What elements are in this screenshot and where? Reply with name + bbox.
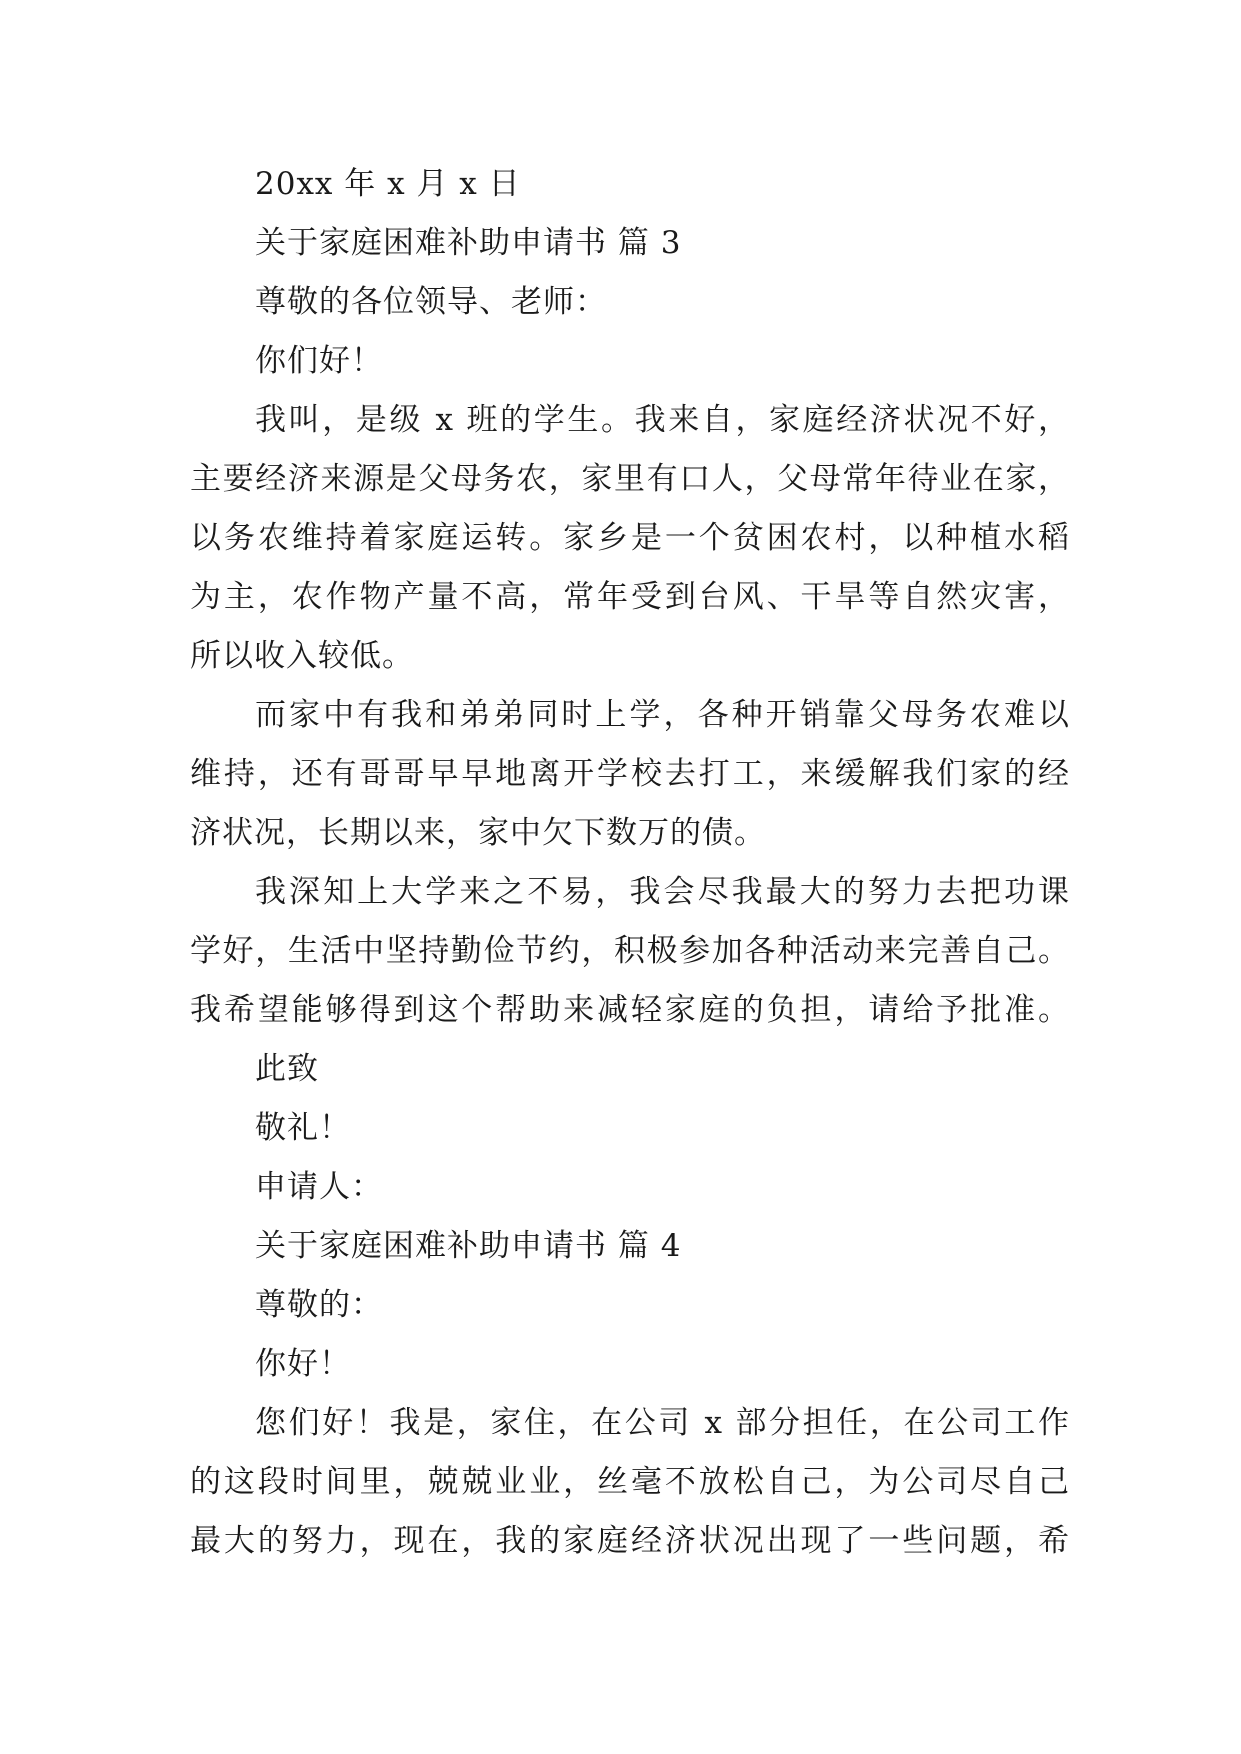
text-line: 以务农维持着家庭运转。家乡是一个贫困农村，以种植水稻 <box>190 520 1070 556</box>
text-line: 我深知上大学来之不易，我会尽我最大的努力去把功课 <box>255 874 1070 910</box>
text-line: 20xx 年 x 月 x 日 <box>255 166 521 202</box>
document-body <box>190 155 1070 1571</box>
text-line: 你好！ <box>255 1346 351 1382</box>
text-line: 主要经济来源是父母务农，家里有口人，父母常年待业在家， <box>190 461 1070 497</box>
text-line: 最大的努力，现在，我的家庭经济状况出现了一些问题，希 <box>190 1523 1070 1559</box>
text-line: 此致 <box>255 1051 319 1087</box>
text-line: 我希望能够得到这个帮助来减轻家庭的负担，请给予批准。 <box>190 992 1070 1028</box>
text-line: 济状况，长期以来，家中欠下数万的债。 <box>190 815 766 851</box>
text-line: 维持，还有哥哥早早地离开学校去打工，来缓解我们家的经 <box>190 756 1070 792</box>
text-line: 关于家庭困难补助申请书 篇 4 <box>255 1228 682 1264</box>
text-line: 申请人： <box>255 1169 383 1205</box>
text-line: 尊敬的： <box>255 1287 383 1323</box>
text-line: 而家中有我和弟弟同时上学，各种开销靠父母务农难以 <box>255 697 1070 733</box>
text-line: 关于家庭困难补助申请书 篇 3 <box>255 225 682 261</box>
text-line: 你们好！ <box>255 343 383 379</box>
text-line: 敬礼！ <box>255 1110 351 1146</box>
text-line: 我叫，是级 x 班的学生。我来自，家庭经济状况不好， <box>255 402 1070 438</box>
text-line: 的这段时间里，兢兢业业，丝毫不放松自己，为公司尽自己 <box>190 1464 1070 1500</box>
text-line: 尊敬的各位领导、老师： <box>255 284 607 320</box>
text-line: 学好，生活中坚持勤俭节约，积极参加各种活动来完善自己。 <box>190 933 1070 969</box>
text-line: 为主，农作物产量不高，常年受到台风、干旱等自然灾害， <box>190 579 1070 615</box>
text-line: 所以收入较低。 <box>190 638 414 674</box>
text-line: 您们好！我是，家住，在公司 x 部分担任，在公司工作 <box>255 1405 1070 1441</box>
